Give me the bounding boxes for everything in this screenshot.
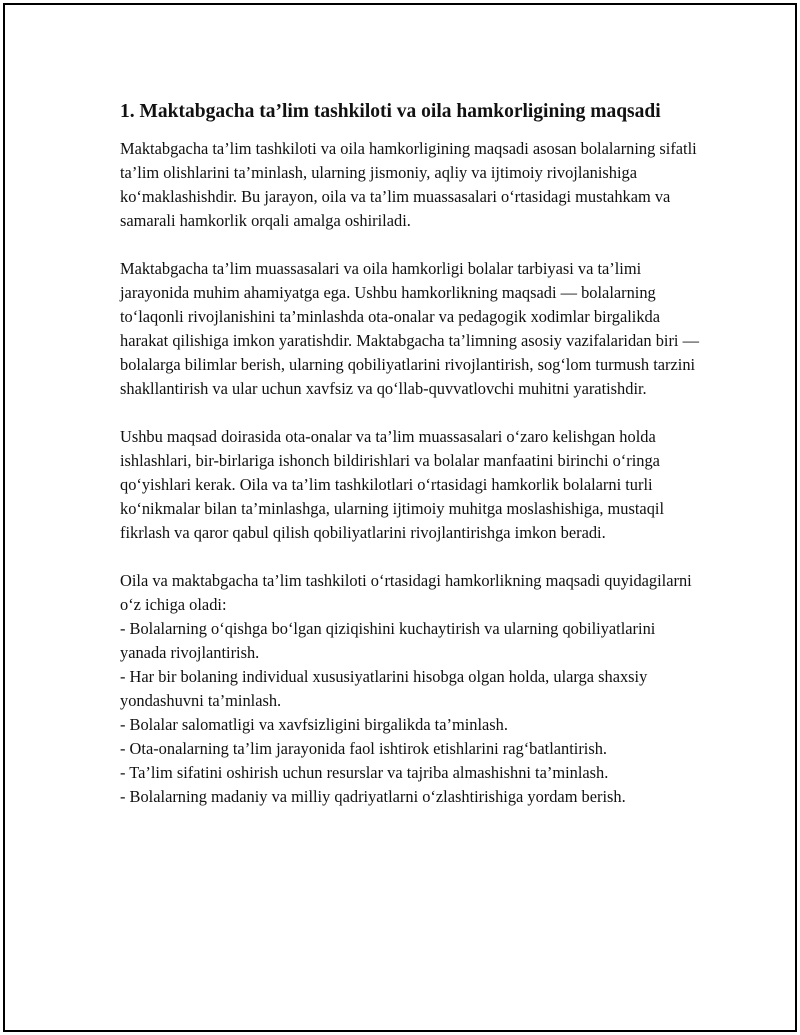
list-item: - Ta’lim sifatini oshirish uchun resurslar va tajriba almashishni ta’minlash. [120,763,609,782]
document-page [3,3,797,1032]
paragraph-2: Maktabgacha ta’lim muassasalari va oila hamkorligi bolalar tarbiyasi va ta’limi jarayonida muhim ahamiyatga ega. Ushbu hamkorlikning maqsadi — bolalarning to‘laqonli rivojlanishini ta’minlashda ota-onalar va pedagogik xodimlar birgalikda harakat qilishiga imkon yaratishdir. Maktabgacha ta’limning asosiy vazifalaridan biri — bolalarga bilimlar berish, ularning qobiliyatlarini rivojlantirish, sog‘lom turmush tarzini shakllantirish va ular uchun xavfsiz va qo‘llab-quvvatlovchi muhitni yaratishdir. [120,259,699,398]
section-title: 1. Maktabgacha ta’lim tashkiloti va oila hamkorligining maqsadi [120,101,661,122]
document-body [120,98,700,809]
paragraph-1: Maktabgacha ta’lim tashkiloti va oila hamkorligining maqsadi asosan bolalarning sifatli ta’lim olishlarini ta’minlash, ularning jismoniy, aqliy va ijtimoiy rivojlanishiga ko‘maklashishdir. Bu jarayon, oila va ta’lim muassasalari o‘rtasidagi mustahkam va samarali hamkorlik orqali amalga oshiriladi. [120,139,697,230]
list-item: - Bolalarning madaniy va milliy qadriyatlarni o‘zlashtirishiga yordam berish. [120,787,626,806]
list-intro: Oila va maktabgacha ta’lim tashkiloti o‘rtasidagi hamkorlikning maqsadi quyidagilarni o‘z ichiga oladi: [120,571,692,614]
list-item: - Har bir bolaning individual xususiyatlarini hisobga olgan holda, ularga shaxsiy yondashuvni ta’minlash. [120,667,648,710]
paragraph-3: Ushbu maqsad doirasida ota-onalar va ta’lim muassasalari o‘zaro kelishgan holda ishlashlari, bir-birlariga ishonch bildirishlari va bolalar manfaatini birinchi o‘ringa qo‘yishlari kerak. Oila va ta’lim tashkilotlari o‘rtasidagi hamkorlik bolalarni turli ko‘nikmalar bilan ta’minlashga, ularning ijtimoiy muhitga moslashishiga, mustaqil fikrlash va qaror qabul qilish qobiliyatlarini rivojlantirishga imkon beradi. [120,427,664,542]
goals-list [120,569,700,809]
list-item: - Bolalarning o‘qishga bo‘lgan qiziqishini kuchaytirish va ularning qobiliyatlarini yanada rivojlantirish. [120,619,656,662]
list-item: - Bolalar salomatligi va xavfsizligini birgalikda ta’minlash. [120,715,508,734]
list-item: - Ota-onalarning ta’lim jarayonida faol ishtirok etishlarini rag‘batlantirish. [120,739,608,758]
